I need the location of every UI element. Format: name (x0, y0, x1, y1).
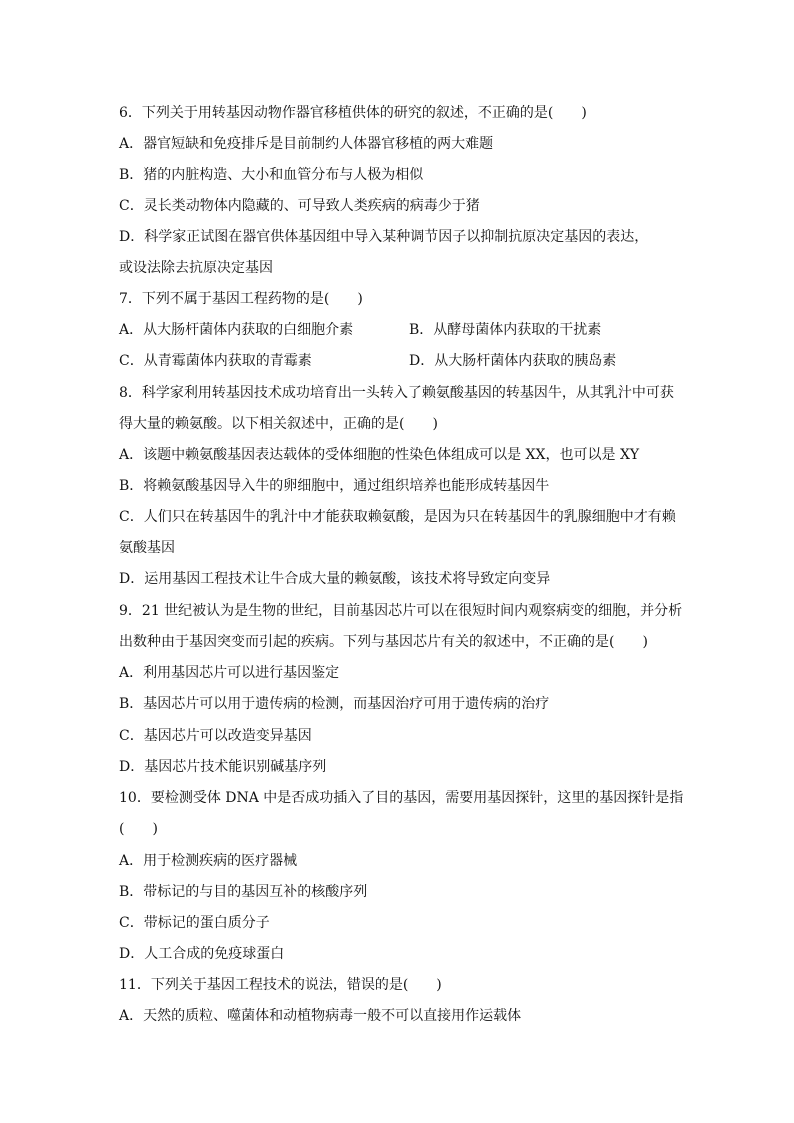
question-7-option-b: B．从酵母菌体内获取的干扰素 (409, 322, 602, 338)
question-6-option-d-continued: 或设法除去抗原决定基因 (119, 260, 273, 276)
question-10-option-c: C．带标记的蛋白质分子 (119, 915, 270, 931)
question-10-stem-continued: ( ) (119, 821, 158, 837)
question-11-stem: 11．下列关于基因工程技术的说法，错误的是( ) (119, 977, 442, 993)
question-9-stem-continued: 出数种由于基因突变而引起的疾病。下列与基因芯片有关的叙述中，不正确的是( ) (119, 634, 648, 650)
question-8-stem: 8．科学家利用转基因技术成功培育出一头转入了赖氨酸基因的转基因牛，从其乳汁中可获 (119, 385, 674, 401)
question-9-option-a: A．利用基因芯片可以进行基因鉴定 (119, 665, 340, 681)
question-11-option-a: A．天然的质粒、噬菌体和动植物病毒一般不可以直接用作运载体 (119, 1008, 522, 1024)
question-8-option-d: D．运用基因工程技术让牛合成大量的赖氨酸，该技术将导致定向变异 (119, 571, 551, 587)
question-6-stem: 6．下列关于用转基因动物作器官移植供体的研究的叙述，不正确的是( ) (119, 105, 587, 121)
question-10-option-b: B．带标记的与目的基因互补的核酸序列 (119, 884, 368, 900)
question-7-option-d: D．从大肠杆菌体内获取的胰岛素 (409, 353, 617, 369)
question-8-option-c-continued: 氨酸基因 (119, 540, 175, 556)
question-7-row-1 (119, 321, 602, 339)
question-8-stem-continued: 得大量的赖氨酸。以下相关叙述中，正确的是( ) (119, 416, 438, 432)
question-10-option-a: A．用于检测疾病的医疗器械 (119, 853, 298, 869)
question-9-stem: 9．21 世纪被认为是生物的世纪，目前基因芯片可以在很短时间内观察病变的细胞，并分析 (119, 603, 683, 619)
question-9-option-b: B．基因芯片可以用于遗传病的检测，而基因治疗可用于遗传病的治疗 (119, 696, 550, 712)
question-9-option-c: C．基因芯片可以改造变异基因 (119, 728, 312, 744)
question-6-option-b: B．猪的内脏构造、大小和血管分布与人极为相似 (119, 167, 424, 183)
question-10-stem: 10．要检测受体 DNA 中是否成功插入了目的基因，需要用基因探针，这里的基因探针是指 (119, 790, 684, 806)
question-6-option-c: C．灵长类动物体内隐藏的、可导致人类疾病的病毒少于猪 (119, 198, 480, 214)
question-9-option-d: D．基因芯片技术能识别碱基序列 (119, 759, 327, 775)
question-6-option-a: A．器官短缺和免疫排斥是目前制约人体器官移植的两大难题 (119, 136, 494, 152)
question-8-option-a: A．该题中赖氨酸基因表达载体的受体细胞的性染色体组成可以是 XX，也可以是 XY (119, 447, 640, 463)
question-7-option-a: A．从大肠杆菌体内获取的白细胞介素 (119, 322, 354, 338)
question-8-option-c: C．人们只在转基因牛的乳汁中才能获取赖氨酸，是因为只在转基因牛的乳腺细胞中才有赖 (119, 509, 676, 525)
question-7-stem: 7．下列不属于基因工程药物的是( ) (119, 291, 363, 307)
question-6-option-d: D．科学家正试图在器官供体基因组中导入某种调节因子以抑制抗原决定基因的表达， (119, 229, 649, 245)
question-7-row-2 (119, 352, 617, 370)
question-7-option-c: C．从青霉菌体内获取的青霉素 (119, 353, 312, 369)
question-8-option-b: B．将赖氨酸基因导入牛的卵细胞中，通过组织培养也能形成转基因牛 (119, 478, 550, 494)
question-10-option-d: D．人工合成的免疫球蛋白 (119, 946, 285, 962)
